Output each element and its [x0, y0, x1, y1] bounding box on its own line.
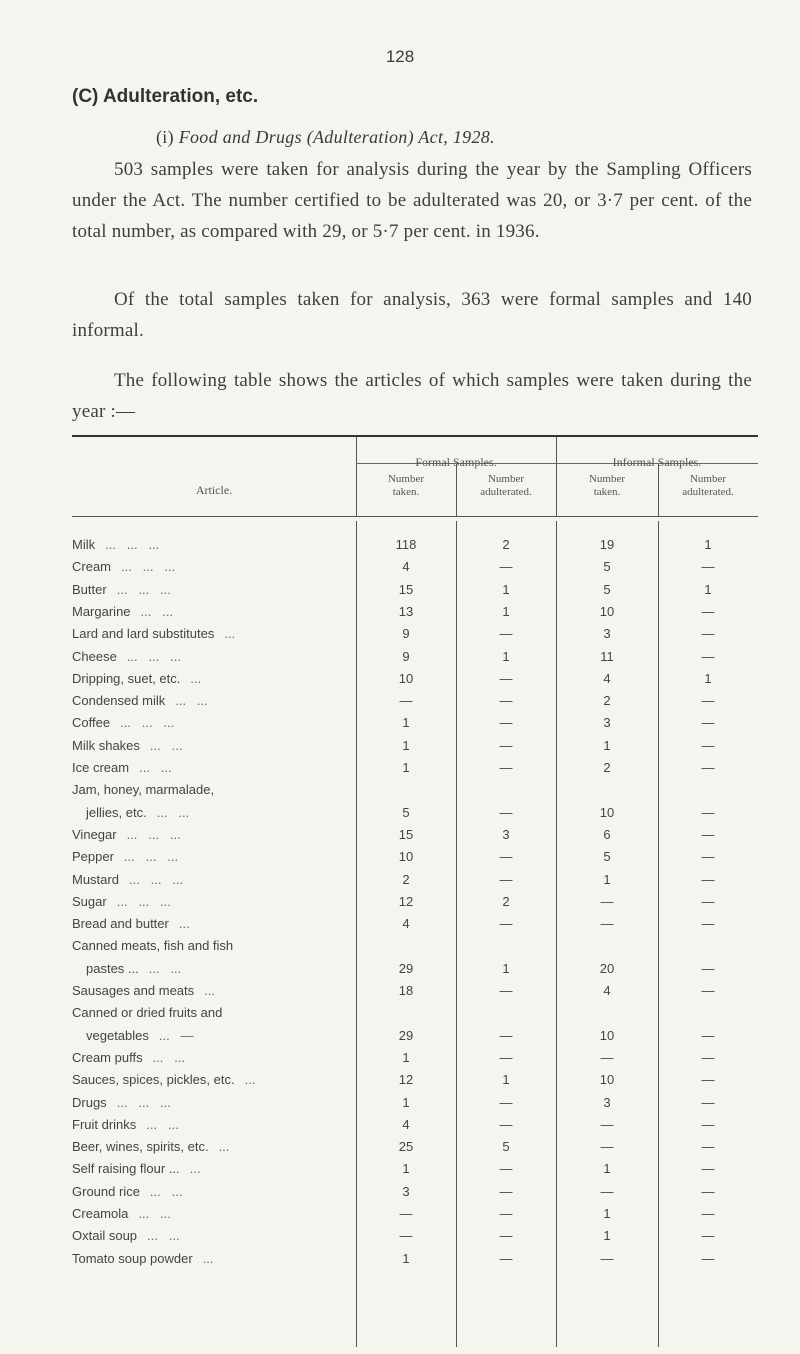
formal-adulterated-cell: — — [499, 626, 513, 642]
informal-taken-cell: — — [600, 1116, 614, 1132]
article-name: Milk shakes — [72, 737, 140, 753]
formal-adulterated-cell: — — [499, 1094, 513, 1110]
informal-taken-cell: 3 — [603, 1094, 611, 1110]
header-informal-adulterated: Number adulterated. — [682, 473, 734, 498]
informal-adulterated-cell: — — [701, 1094, 715, 1110]
dot-leader: ... ... ... — [116, 893, 171, 909]
article-cell — [72, 581, 342, 598]
article-cell — [72, 871, 342, 888]
article-name: Pepper — [72, 849, 114, 865]
article-name: Canned meats, fish and fish — [72, 938, 234, 954]
informal-taken-cell: 1 — [603, 737, 611, 753]
paragraph-samples: 503 samples were taken for analysis during the year by the Sampling Officers under the Act. The number certified to be adulterated was 20, or 3·7 per cent. of the total number, as compared with 29, or 5·7 per cent. in 1936. — [72, 159, 752, 242]
formal-adulterated-cell: — — [499, 670, 513, 686]
formal-taken-cell: 9 — [402, 648, 410, 664]
informal-taken-cell: — — [600, 893, 614, 909]
formal-taken-cell: 1 — [402, 1250, 410, 1266]
act-name: Food and Drugs (Adulteration) Act, 1928. — [178, 127, 495, 147]
dot-leader — [233, 938, 243, 953]
informal-adulterated-cell: — — [701, 1139, 715, 1155]
informal-taken-cell: 10 — [599, 804, 615, 820]
dot-leader: ... — [190, 670, 202, 686]
informal-taken-cell: 1 — [603, 871, 611, 887]
table-row — [72, 982, 758, 999]
informal-taken-cell: 3 — [603, 715, 611, 731]
article-name: Condensed milk — [72, 693, 166, 709]
article-name: Creamola — [72, 1206, 129, 1221]
informal-adulterated-cell: — — [701, 1206, 715, 1221]
formal-adulterated-cell: — — [499, 1049, 513, 1065]
article-name: Milk — [72, 537, 96, 552]
formal-taken-cell: 4 — [402, 559, 410, 575]
informal-adulterated-cell: — — [701, 1072, 715, 1088]
informal-adulterated-cell: 1 — [704, 537, 712, 552]
article-name: Sauces, spices, pickles, etc. — [72, 1072, 235, 1088]
informal-adulterated-cell: — — [701, 1228, 715, 1244]
table-row — [72, 1250, 758, 1267]
table-row — [72, 1227, 758, 1244]
informal-taken-cell: 2 — [603, 693, 611, 709]
table-row — [72, 1094, 758, 1111]
dot-leader — [222, 1005, 232, 1020]
formal-adulterated-cell: — — [499, 737, 513, 753]
formal-adulterated-cell: — — [499, 983, 513, 998]
article-name: Cream puffs — [72, 1049, 143, 1065]
dot-leader: ... ... — [156, 804, 190, 820]
formal-taken-cell: 4 — [402, 1116, 410, 1132]
formal-taken-cell: 10 — [398, 849, 414, 865]
formal-adulterated-cell: 3 — [502, 826, 510, 842]
table-row — [72, 581, 758, 598]
informal-adulterated-cell: — — [701, 804, 715, 820]
formal-taken-cell: 12 — [398, 893, 414, 909]
article-cell — [72, 937, 342, 954]
table-row — [72, 1205, 758, 1222]
dot-leader: ... — [189, 1161, 201, 1177]
informal-adulterated-cell: — — [701, 983, 715, 998]
article-cell — [72, 1049, 342, 1066]
formal-taken-cell: 9 — [402, 626, 410, 642]
article-name: Cream — [72, 559, 112, 575]
formal-taken-cell: — — [399, 1206, 413, 1221]
table-row — [72, 893, 758, 910]
dot-leader: ... — — [158, 1027, 194, 1043]
dot-leader — [214, 782, 224, 797]
formal-taken-cell: 12 — [398, 1072, 414, 1088]
informal-adulterated-cell: — — [701, 737, 715, 753]
article-cell — [72, 781, 342, 798]
table-top-rule — [72, 435, 758, 437]
formal-taken-cell: 13 — [398, 603, 414, 619]
article-cell — [72, 692, 342, 709]
informal-taken-cell: — — [600, 916, 614, 932]
article-name: Beer, wines, spirits, etc. — [72, 1139, 209, 1155]
formal-adulterated-cell: — — [499, 559, 513, 575]
table-row — [72, 714, 758, 731]
formal-adulterated-cell: — — [499, 1116, 513, 1132]
formal-taken-cell: 1 — [402, 1161, 410, 1177]
paragraph-table-intro: The following table shows the articles of which samples were taken during the year :— — [72, 370, 752, 422]
header-bottom-rule — [72, 516, 758, 517]
informal-adulterated-cell: — — [701, 1161, 715, 1177]
formal-adulterated-cell: — — [499, 1228, 513, 1244]
header-formal-taken: Number taken. — [387, 473, 425, 498]
informal-adulterated-cell: — — [701, 826, 715, 842]
formal-taken-cell: 15 — [398, 581, 414, 597]
article-cell — [72, 1183, 342, 1200]
informal-taken-cell: 4 — [603, 983, 611, 998]
informal-taken-cell: 10 — [599, 603, 615, 619]
informal-taken-cell: — — [600, 1139, 614, 1155]
informal-adulterated-cell: — — [701, 760, 715, 775]
informal-taken-cell: 10 — [599, 1027, 615, 1043]
informal-adulterated-cell: — — [701, 1116, 715, 1132]
formal-taken-cell: 25 — [398, 1139, 414, 1155]
formal-adulterated-cell: 1 — [502, 581, 510, 597]
article-name: jellies, etc. — [86, 804, 147, 820]
formal-taken-cell: 5 — [402, 804, 410, 820]
article-name: Jam, honey, marmalade, — [72, 782, 215, 798]
dot-leader: ... ... — [149, 737, 183, 753]
dot-leader: ... ... — [148, 960, 182, 976]
article-cell — [72, 1205, 342, 1222]
article-name: Dripping, suet, etc. — [72, 670, 181, 686]
body-divider — [556, 521, 557, 1347]
table-row — [72, 937, 758, 954]
article-name: Butter — [72, 581, 107, 597]
informal-taken-cell: 20 — [599, 960, 615, 976]
article-cell — [72, 804, 356, 821]
informal-adulterated-cell: — — [701, 559, 715, 575]
table-row — [72, 558, 758, 575]
dot-leader: ... — [202, 1250, 214, 1266]
act-prefix: (i) — [156, 127, 179, 147]
informal-taken-cell: 5 — [603, 559, 611, 575]
article-name: Mustard — [72, 871, 119, 887]
formal-taken-cell: 1 — [402, 1049, 410, 1065]
informal-adulterated-cell: — — [701, 693, 715, 709]
table-row — [72, 1071, 758, 1088]
informal-adulterated-cell: — — [701, 1250, 715, 1266]
dot-leader: ... ... ... — [105, 537, 160, 552]
dot-leader: ... ... ... — [121, 559, 176, 575]
formal-adulterated-cell: — — [499, 1250, 513, 1266]
informal-taken-cell: 1 — [603, 1161, 611, 1177]
formal-taken-cell: 15 — [398, 826, 414, 842]
informal-adulterated-cell: — — [701, 648, 715, 664]
table-row — [72, 648, 758, 665]
article-name: Coffee — [72, 715, 111, 731]
table-row — [72, 1004, 758, 1021]
table-row — [72, 625, 758, 642]
section-heading: (C) Adulteration, etc. — [72, 86, 259, 107]
article-cell — [72, 759, 342, 776]
table-row — [72, 804, 758, 821]
informal-taken-cell: 1 — [603, 1206, 611, 1221]
table-row — [72, 536, 758, 553]
informal-taken-cell: 6 — [603, 826, 611, 842]
table-row — [72, 960, 758, 977]
formal-adulterated-cell: — — [499, 1027, 513, 1043]
article-cell — [72, 1094, 342, 1111]
informal-taken-cell: 1 — [603, 1228, 611, 1244]
header-article: Article. — [195, 483, 233, 497]
article-name: pastes ... — [86, 960, 139, 976]
table-row — [72, 848, 758, 865]
informal-adulterated-cell: — — [701, 1183, 715, 1199]
table-row — [72, 1116, 758, 1133]
dot-leader: ... ... — [147, 1228, 180, 1244]
table-row — [72, 1138, 758, 1155]
dot-leader: ... — [178, 916, 190, 932]
informal-adulterated-cell: — — [701, 1049, 715, 1065]
body-divider — [456, 521, 457, 1347]
formal-adulterated-cell: — — [499, 1183, 513, 1199]
header-formal-samples: Formal Samples. — [415, 455, 497, 469]
dot-leader: ... ... — [152, 1049, 186, 1065]
article-cell — [72, 893, 342, 910]
article-name: Canned or dried fruits and — [72, 1005, 223, 1021]
dot-leader: ... ... — [140, 603, 174, 619]
article-name: Fruit drinks — [72, 1116, 137, 1132]
formal-adulterated-cell: — — [499, 916, 513, 932]
dot-leader: ... ... ... — [123, 849, 179, 865]
article-name: Margarine — [72, 603, 131, 619]
dot-leader: ... — [204, 983, 215, 998]
article-cell — [72, 848, 342, 865]
page-number: 128 — [385, 47, 415, 66]
dot-leader: ... ... ... — [116, 581, 171, 597]
informal-taken-cell: — — [600, 1183, 614, 1199]
article-cell — [72, 536, 342, 553]
formal-adulterated-cell: — — [499, 1161, 513, 1177]
header-informal-samples: Informal Samples. — [612, 455, 702, 469]
article-cell — [72, 915, 342, 932]
table-row — [72, 670, 758, 687]
article-cell — [72, 1027, 356, 1044]
dot-leader: ... ... — [139, 760, 172, 775]
article-name: Sugar — [72, 893, 107, 909]
formal-taken-cell: 1 — [402, 760, 410, 775]
dot-leader: ... ... — [146, 1116, 179, 1132]
formal-adulterated-cell: 2 — [502, 893, 510, 909]
dot-leader: ... ... ... — [116, 1094, 171, 1110]
informal-adulterated-cell: 1 — [704, 581, 712, 597]
article-cell — [72, 714, 342, 731]
article-cell — [72, 1250, 342, 1267]
dot-leader: ... — [218, 1139, 230, 1155]
formal-taken-cell: — — [399, 693, 413, 709]
formal-taken-cell: — — [399, 1228, 413, 1244]
formal-adulterated-cell: — — [499, 849, 513, 865]
article-cell — [72, 648, 342, 665]
article-name: Sausages and meats — [72, 983, 195, 998]
article-name: Bread and butter — [72, 916, 169, 932]
article-cell — [72, 1227, 342, 1244]
formal-taken-cell: 18 — [398, 983, 414, 998]
dot-leader: ... ... — [138, 1206, 171, 1221]
informal-taken-cell: 3 — [603, 626, 611, 642]
article-cell — [72, 1160, 342, 1177]
table-row — [72, 759, 758, 776]
header-informal-taken: Number taken. — [588, 473, 626, 498]
dot-leader: ... — [224, 626, 236, 642]
article-cell — [72, 737, 342, 754]
article-cell — [72, 558, 342, 575]
table-row — [72, 737, 758, 754]
informal-taken-cell: 19 — [599, 537, 615, 552]
table-row — [72, 1183, 758, 1200]
informal-adulterated-cell: — — [701, 1027, 715, 1043]
informal-taken-cell: 5 — [603, 581, 611, 597]
formal-taken-cell: 1 — [402, 1094, 410, 1110]
table-row — [72, 915, 758, 932]
article-name: Lard and lard substitutes — [72, 626, 215, 642]
formal-adulterated-cell: 1 — [502, 648, 510, 664]
formal-taken-cell: 3 — [402, 1183, 410, 1199]
article-cell — [72, 1138, 342, 1155]
informal-taken-cell: — — [600, 1049, 614, 1065]
informal-taken-cell: 11 — [600, 648, 614, 664]
dot-leader: ... ... — [175, 693, 208, 709]
informal-taken-cell: 5 — [603, 849, 611, 865]
formal-taken-cell: 1 — [402, 737, 410, 753]
dot-leader: ... — [244, 1072, 256, 1088]
dot-leader: ... ... ... — [128, 871, 184, 887]
article-cell — [72, 1071, 342, 1088]
informal-taken-cell: 10 — [599, 1072, 615, 1088]
formal-taken-cell: 2 — [402, 871, 410, 887]
formal-adulterated-cell: — — [499, 804, 513, 820]
informal-adulterated-cell: — — [701, 849, 715, 865]
formal-taken-cell: 4 — [402, 916, 410, 932]
article-name: Vinegar — [72, 826, 117, 842]
informal-adulterated-cell: — — [701, 626, 715, 642]
formal-adulterated-cell: — — [499, 715, 513, 731]
dot-leader: ... ... ... — [126, 826, 181, 842]
table-row — [72, 692, 758, 709]
informal-adulterated-cell: — — [701, 960, 715, 976]
formal-taken-cell: 29 — [398, 960, 414, 976]
informal-adulterated-cell: — — [701, 715, 715, 731]
table-row — [72, 1160, 758, 1177]
informal-taken-cell: — — [600, 1250, 614, 1266]
article-cell — [72, 982, 342, 999]
table-row — [72, 871, 758, 888]
article-cell — [72, 826, 342, 843]
article-name: Drugs — [72, 1094, 107, 1110]
article-cell — [72, 960, 356, 977]
formal-adulterated-cell: — — [499, 871, 513, 887]
informal-adulterated-cell: — — [701, 603, 715, 619]
article-cell — [72, 1004, 342, 1021]
table-row — [72, 781, 758, 798]
dot-leader: ... ... ... — [126, 648, 181, 664]
header-formal-adulterated: Number adulterated. — [480, 473, 532, 498]
article-name: Tomato soup powder — [72, 1250, 193, 1266]
dot-leader: ... ... ... — [120, 715, 175, 731]
formal-adulterated-cell: 5 — [502, 1139, 510, 1155]
article-name: Ice cream — [72, 760, 130, 775]
dot-leader: ... ... — [149, 1183, 183, 1199]
informal-adulterated-cell: — — [701, 893, 715, 909]
article-cell — [72, 625, 342, 642]
body-divider — [356, 521, 357, 1347]
article-cell — [72, 603, 342, 620]
formal-taken-cell: 118 — [395, 537, 417, 552]
table-row — [72, 1049, 758, 1066]
formal-adulterated-cell: — — [499, 1206, 513, 1221]
informal-taken-cell: 2 — [603, 760, 611, 775]
informal-adulterated-cell: — — [701, 871, 715, 887]
formal-taken-cell: 10 — [398, 670, 414, 686]
article-cell — [72, 1116, 342, 1133]
formal-adulterated-cell: 1 — [502, 1072, 510, 1088]
informal-adulterated-cell: — — [701, 916, 715, 932]
article-name: vegetables — [86, 1027, 149, 1043]
table-row — [72, 1027, 758, 1044]
formal-adulterated-cell: — — [499, 760, 513, 775]
paragraph-formal-informal: Of the total samples taken for analysis, 363 were formal samples and 140 informal. — [72, 289, 752, 341]
formal-adulterated-cell: 1 — [502, 603, 510, 619]
article-name: Cheese — [72, 648, 117, 664]
article-name: Oxtail soup — [72, 1228, 138, 1244]
formal-adulterated-cell: 1 — [502, 960, 510, 976]
article-name: Self raising flour ... — [72, 1161, 180, 1177]
formal-taken-cell: 1 — [402, 715, 410, 731]
formal-adulterated-cell: — — [499, 693, 513, 709]
informal-adulterated-cell: 1 — [704, 670, 712, 686]
table-row — [72, 603, 758, 620]
act-title — [156, 127, 495, 148]
informal-taken-cell: 4 — [603, 670, 611, 686]
article-name: Ground rice — [72, 1183, 140, 1199]
body-divider — [658, 521, 659, 1347]
table-row — [72, 826, 758, 843]
formal-taken-cell: 29 — [398, 1027, 414, 1043]
formal-adulterated-cell: 2 — [502, 537, 510, 552]
article-cell — [72, 670, 342, 687]
